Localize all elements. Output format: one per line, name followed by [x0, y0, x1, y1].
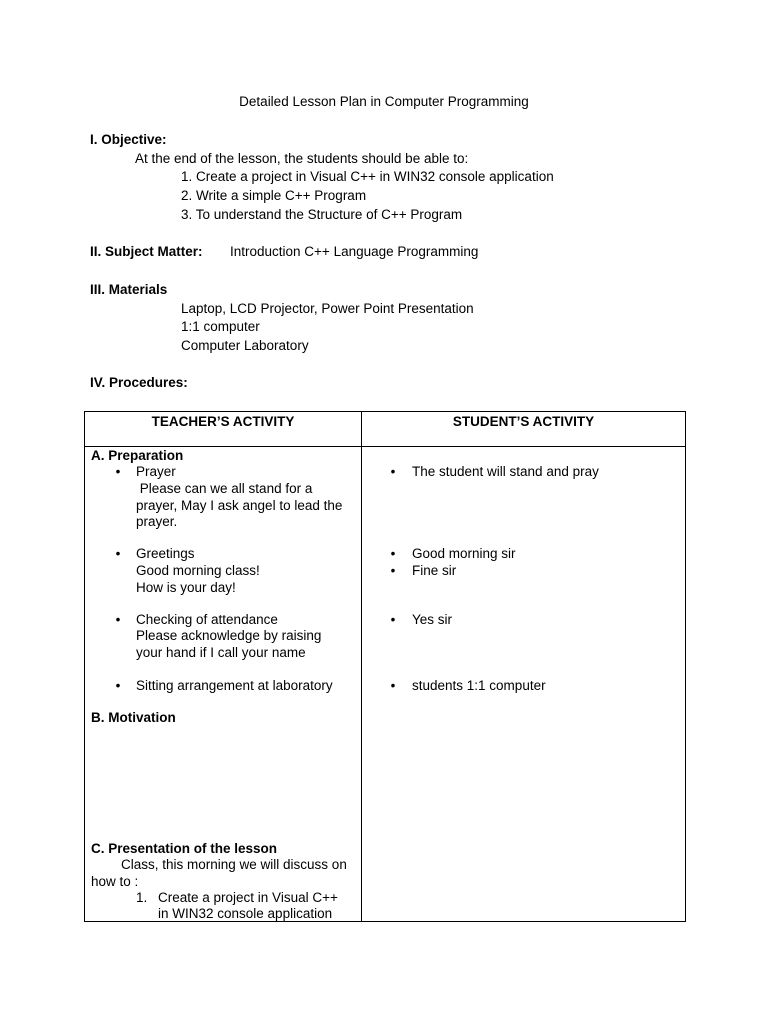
subject-matter-heading: II. Subject Matter:	[90, 244, 203, 259]
student-item-2: Good morning sir	[412, 546, 516, 561]
objective-heading: I. Objective:	[90, 132, 167, 147]
bullet-icon: •	[115, 464, 121, 479]
bullet-icon: •	[115, 546, 121, 561]
list-line-1: Create a project in Visual C++	[158, 890, 338, 905]
procedures-heading: IV. Procedures:	[90, 375, 188, 390]
student-item-1: The student will stand and pray	[412, 464, 599, 479]
materials-item-2: 1:1 computer	[181, 319, 260, 334]
bullet-icon: •	[115, 678, 121, 693]
objective-item-2: 2. Write a simple C++ Program	[181, 188, 367, 203]
document-title: Detailed Lesson Plan in Computer Programming	[239, 94, 529, 109]
student-activity-cell	[362, 447, 686, 922]
presentation-line-2: how to :	[91, 874, 139, 889]
bullet-icon: •	[390, 464, 396, 479]
bullet-icon: •	[390, 612, 396, 627]
preparation-heading: A. Preparation	[91, 448, 184, 463]
presentation-line-1: Class, this morning we will discuss on	[121, 857, 347, 872]
student-item-4: Yes sir	[412, 612, 453, 627]
objective-item-1: 1. Create a project in Visual C++ in WIN32 console application	[181, 169, 554, 184]
attendance-line-1: Please acknowledge by raising	[136, 628, 322, 643]
bullet-icon: •	[390, 678, 396, 693]
teacher-activity-header: TEACHER’S ACTIVITY	[85, 412, 362, 447]
prayer-label: Prayer	[136, 464, 176, 479]
bullet-icon: •	[115, 612, 121, 627]
prayer-line-1: Please can we all stand for a	[136, 481, 313, 496]
bullet-icon: •	[390, 546, 396, 561]
attendance-line-2: your hand if I call your name	[136, 645, 306, 660]
materials-item-3: Computer Laboratory	[181, 338, 309, 353]
materials-item-1: Laptop, LCD Projector, Power Point Presentation	[181, 301, 474, 316]
prayer-line-3: prayer.	[136, 514, 178, 529]
sitting-label: Sitting arrangement at laboratory	[136, 678, 333, 693]
bullet-icon: •	[390, 563, 396, 578]
greetings-label: Greetings	[136, 546, 195, 561]
student-item-5: students 1:1 computer	[412, 678, 546, 693]
student-item-3: Fine sir	[412, 563, 457, 578]
prayer-line-2: prayer, May I ask angel to lead the	[136, 498, 343, 513]
teacher-activity-cell	[85, 447, 362, 922]
subject-matter-value: Introduction C++ Language Programming	[230, 244, 479, 259]
objective-intro: At the end of the lesson, the students should be able to:	[135, 151, 469, 166]
materials-heading: III. Materials	[90, 282, 168, 297]
greetings-line-2: How is your day!	[136, 580, 236, 595]
presentation-heading: C. Presentation of the lesson	[91, 841, 278, 856]
objective-item-3: 3. To understand the Structure of C++ Program	[181, 207, 463, 222]
motivation-heading: B. Motivation	[91, 710, 176, 725]
student-activity-header: STUDENT’S ACTIVITY	[362, 412, 686, 447]
list-number: 1.	[136, 890, 148, 905]
greetings-line-1: Good morning class!	[136, 563, 260, 578]
procedures-table	[84, 411, 686, 922]
attendance-label: Checking of attendance	[136, 612, 278, 627]
list-line-2: in WIN32 console application	[158, 906, 333, 921]
